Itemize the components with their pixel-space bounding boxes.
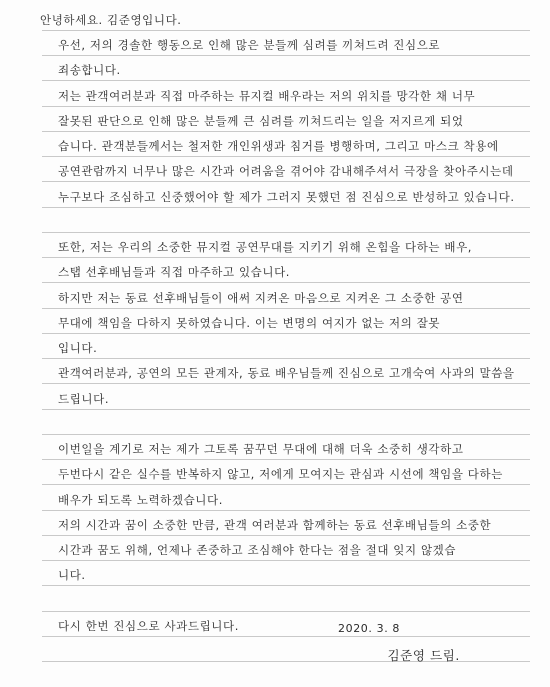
ruled-line bbox=[42, 459, 530, 460]
ruled-line bbox=[42, 510, 530, 511]
ruled-line bbox=[42, 181, 530, 182]
ruled-line bbox=[42, 106, 530, 107]
ruled-line bbox=[42, 409, 530, 410]
ruled-line bbox=[42, 611, 530, 612]
letter-line: 하지만 저는 동료 선후배님들이 애써 지켜온 마음으로 지켜온 그 소중한 공연 bbox=[58, 291, 464, 305]
letter-line: 습니다. 관객분들께서는 철저한 개인위생과 침거를 병행하며, 그리고 마스크 착용에 bbox=[58, 139, 499, 153]
letter-line: 이번일을 계기로 저는 제가 그토록 꿈꾸던 무대에 대해 더욱 소중히 생각하고 bbox=[58, 442, 464, 456]
letter-line: 또한, 저는 우리의 소중한 뮤지컬 공연무대를 지키기 위해 온힘을 다하는 배우, bbox=[58, 240, 473, 254]
letter-line: 관객여러분과, 공연의 모든 관계자, 동료 배우님들께 진심으로 고개숙여 사과의 말씀을 bbox=[58, 366, 515, 380]
ruled-line bbox=[42, 308, 530, 309]
letter-line: 공연관람까지 너무나 많은 시간과 어려움을 겪어야 감내해주셔서 극장을 찾아주시는데 bbox=[58, 164, 514, 178]
letter-line: 입니다. bbox=[58, 341, 98, 355]
ruled-line bbox=[42, 383, 530, 384]
letter-line: 죄송합니다. bbox=[58, 63, 121, 77]
letter-line: 드립니다. bbox=[58, 392, 110, 406]
ruled-line bbox=[42, 55, 530, 56]
letter-line: 안녕하세요. 김준영입니다. bbox=[40, 13, 182, 27]
letter-line: 저는 관객여러분과 직접 마주하는 뮤지컬 배우라는 저의 위치를 망각한 채 너무 bbox=[58, 89, 476, 103]
letter-line: 니다. bbox=[58, 568, 86, 582]
ruled-line bbox=[42, 232, 530, 233]
letter-line: 저의 시간과 꿈이 소중한 만큼, 관객 여러분과 함께하는 동료 선후배님들의 소중한 bbox=[58, 518, 492, 532]
ruled-line bbox=[42, 80, 530, 81]
letter-line: 누구보다 조심하고 신중했어야 할 제가 그러지 못했던 점 진심으로 반성하고 있습니다. bbox=[58, 190, 515, 204]
letter-line: 시간과 꿈도 위해, 언제나 존중하고 조심해야 한다는 점을 절대 잊지 않겠습 bbox=[58, 543, 457, 557]
ruled-line bbox=[42, 484, 530, 485]
ruled-line bbox=[42, 156, 530, 157]
ruled-line bbox=[42, 358, 530, 359]
letter-line: 스탭 선후배님들과 직접 마주하고 있습니다. bbox=[58, 265, 291, 279]
letter-line: 우선, 저의 경솔한 행동으로 인해 많은 분들께 심려를 끼쳐드려 진심으로 bbox=[58, 38, 441, 52]
ruled-line bbox=[42, 333, 530, 334]
letter-signature: 김준영 드림. bbox=[387, 648, 460, 663]
letter-line: 다시 한번 진심으로 사과드립니다. bbox=[58, 619, 239, 633]
ruled-line bbox=[42, 257, 530, 258]
ruled-line bbox=[42, 585, 530, 586]
ruled-line bbox=[42, 282, 530, 283]
letter-line: 무대에 책임을 다하지 못하였습니다. 이는 변명의 여지가 없는 저의 잘못 bbox=[58, 316, 441, 330]
ruled-line bbox=[42, 535, 530, 536]
letter-line: 배우가 되도록 노력하겠습니다. bbox=[58, 493, 223, 507]
ruled-line bbox=[42, 207, 530, 208]
letter-line: 잘못된 판단으로 인해 많은 분들께 큰 심려를 끼쳐드리는 일을 저지르게 되었 bbox=[58, 114, 464, 128]
ruled-line bbox=[42, 434, 530, 435]
ruled-line bbox=[42, 30, 530, 31]
ruled-line bbox=[42, 560, 530, 561]
letter-line: 두번다시 같은 실수를 반복하지 않고, 저에게 모여지는 관심과 시선에 책임을 다하는 bbox=[58, 467, 503, 481]
letter-date: 2020. 3. 8 bbox=[338, 622, 400, 635]
ruled-line bbox=[42, 131, 530, 132]
ruled-line bbox=[42, 636, 530, 637]
